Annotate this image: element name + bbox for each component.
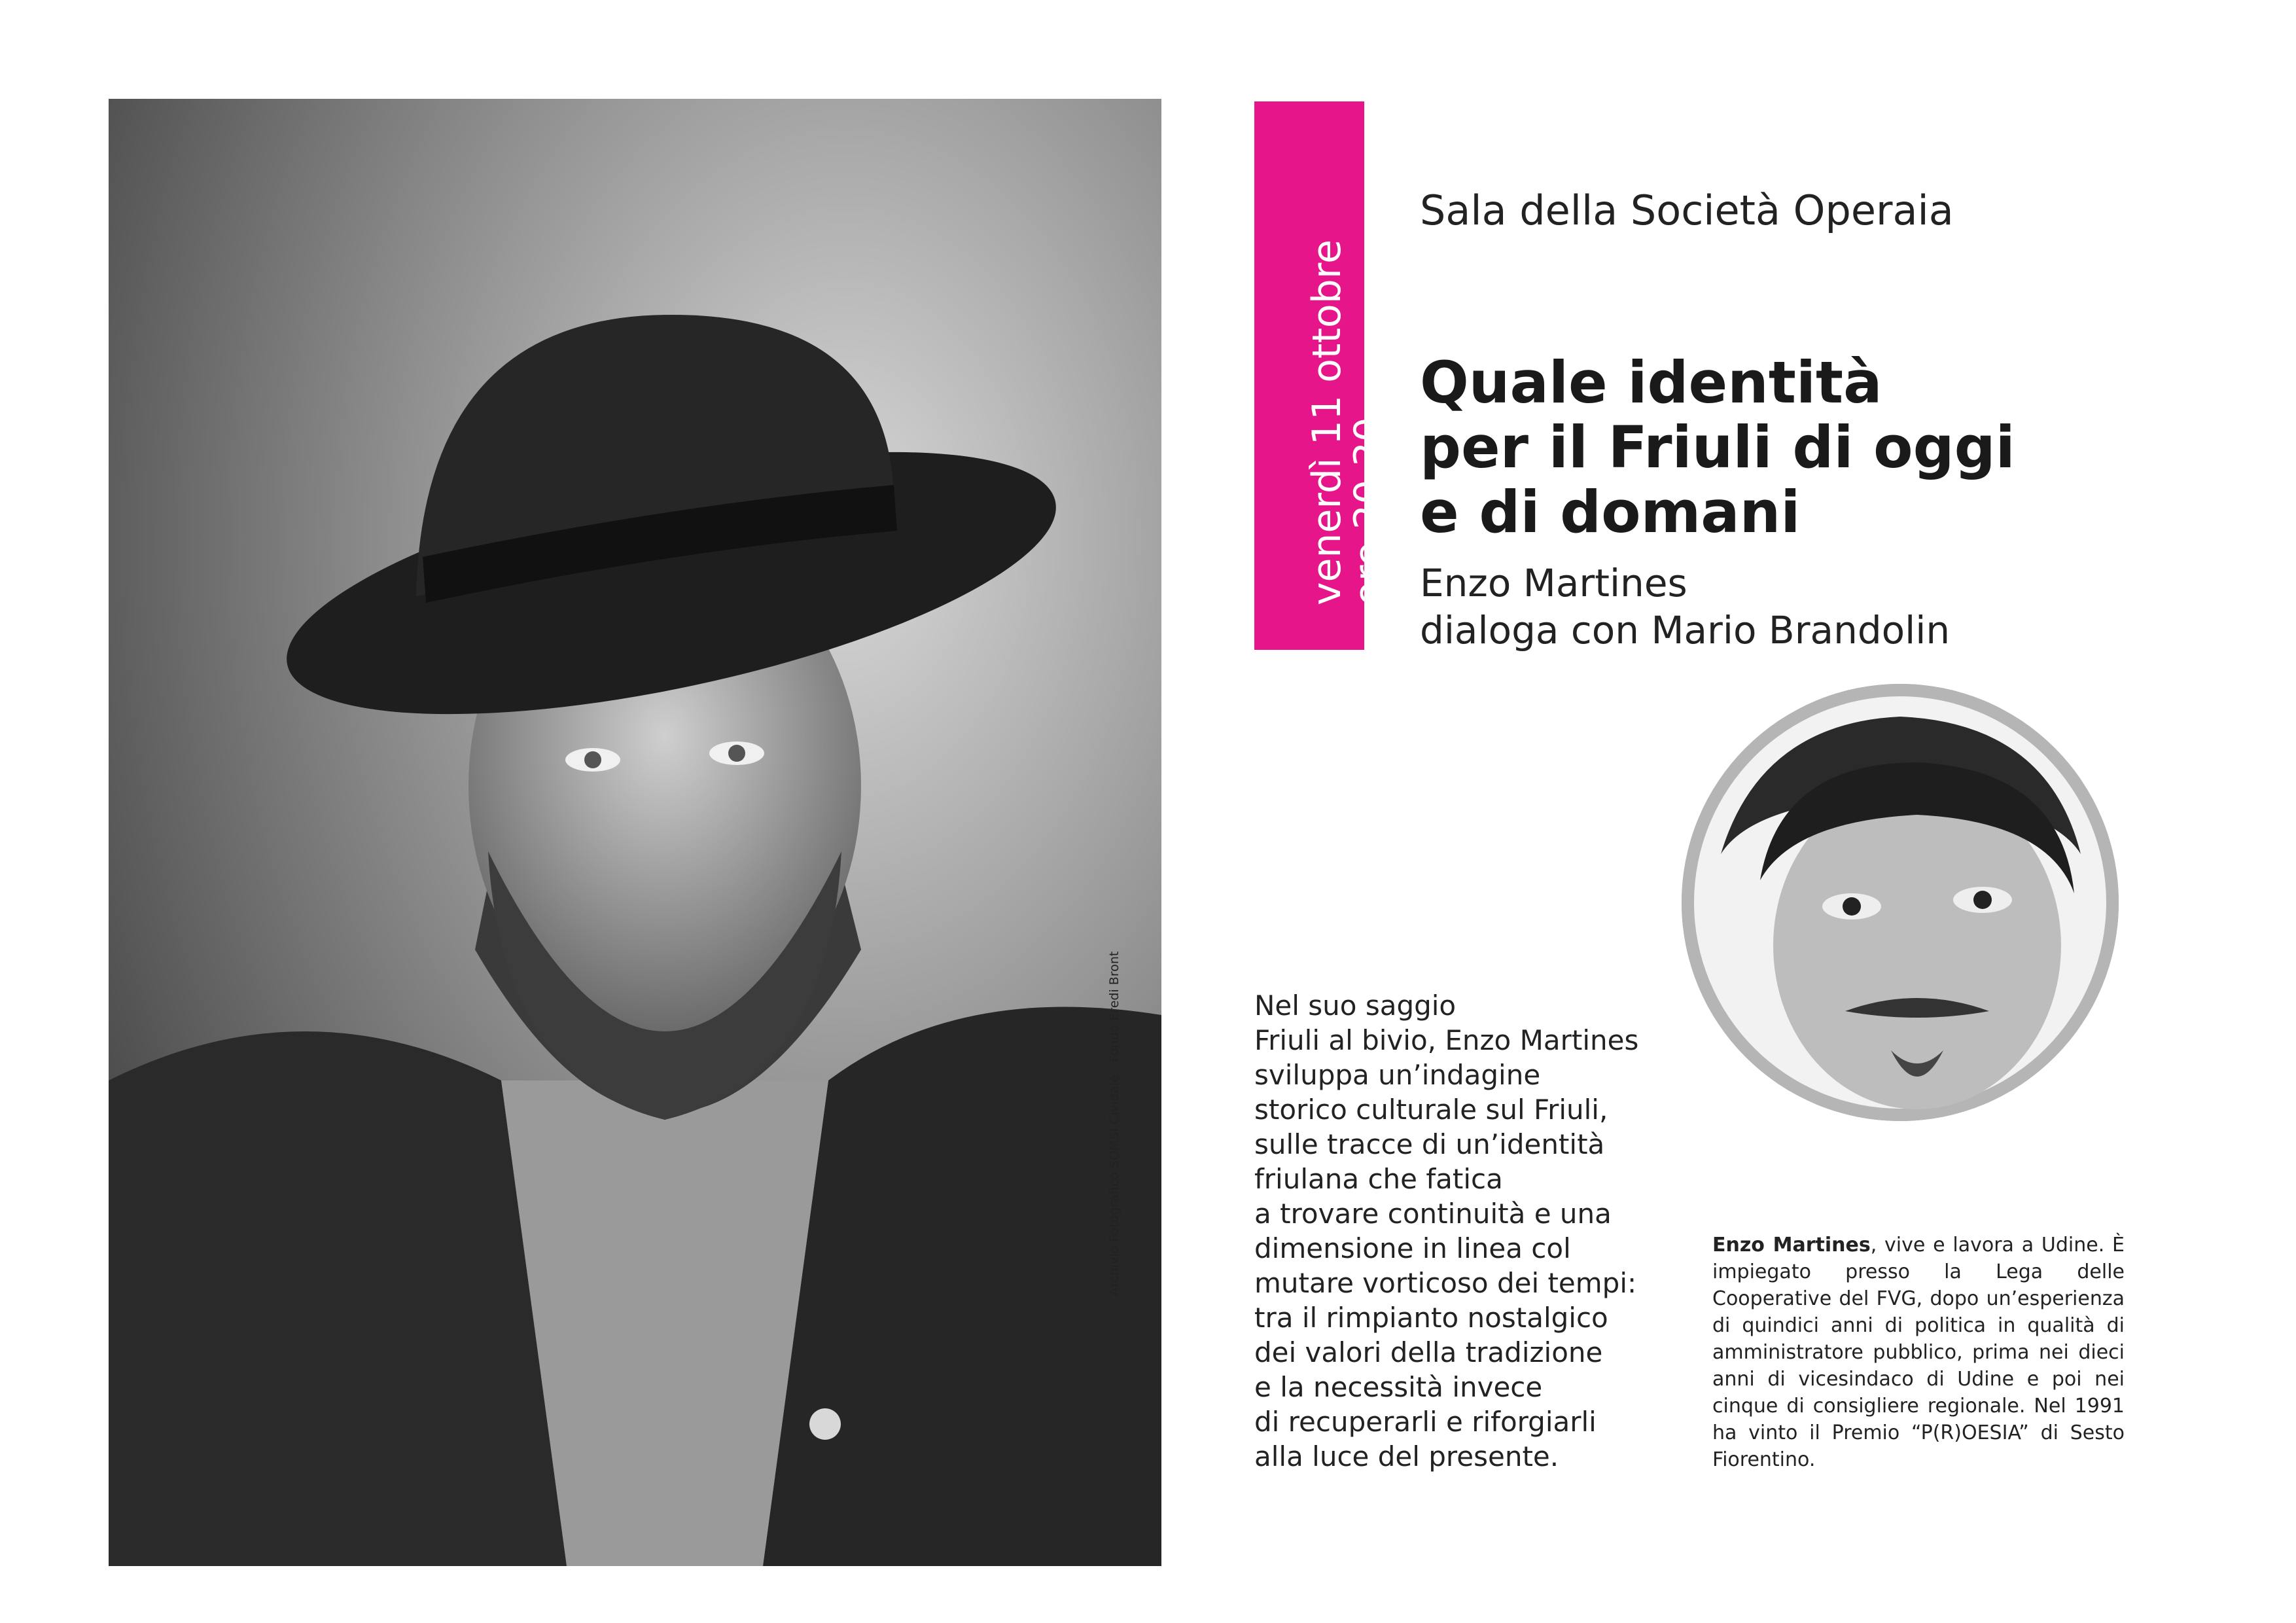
description-line: dei valori della tradizione: [1254, 1336, 1603, 1368]
title-line: Quale identità: [1420, 349, 1882, 416]
event-title: [1420, 350, 2140, 544]
description-line: tra il rimpianto nostalgico: [1254, 1302, 1608, 1334]
description-line: dimensione in linea col: [1254, 1232, 1571, 1264]
photo-credit: Archivio Fotografico SOMSI Cividale - Fondo Eredi Bront: [1107, 951, 1122, 1296]
description-line: sviluppa un’indagine: [1254, 1059, 1541, 1091]
description-line: a trovare continuità e una: [1254, 1198, 1612, 1230]
bio-text: , vive e lavora a Udine. È impiegato presso la Lega delle Cooperative del FVG, dopo un’esperienza di quindici anni di politica in qualità di amministratore pubblico, prima nei dieci anni di vicesindaco di Udine e poi nei cinque di consigliere regionale. Nel 1991 ha vinto il Premio “P(R)OESIA” di Sesto Fiorentino.: [1712, 1234, 2125, 1471]
author-bio: [1712, 1232, 2125, 1473]
bio-name: Enzo Martines: [1712, 1234, 1871, 1257]
description-line: di recuperarli e riforgiarli: [1254, 1406, 1597, 1438]
description-line: Nel suo saggio: [1254, 990, 1457, 1022]
subtitle-line: dialoga con Mario Brandolin: [1420, 608, 1951, 652]
event-date-day: venerdì 11 ottobre: [1304, 239, 1350, 605]
historical-portrait-photo: [109, 99, 1161, 1566]
description-line: alla luce del presente.: [1254, 1440, 1559, 1472]
venue-name: Sala della Società Operaia: [1420, 187, 1954, 234]
title-line: per il Friuli di oggi: [1420, 414, 2015, 481]
description-line: Friuli al bivio, Enzo Martines: [1254, 1024, 1639, 1056]
description-line: storico culturale sul Friuli,: [1254, 1094, 1608, 1126]
event-date-time: ore 20.30: [1346, 417, 1392, 605]
author-portrait: [1682, 684, 2119, 1121]
description-line: sulle tracce di un’identità: [1254, 1128, 1605, 1160]
description-line: friulana che fatica: [1254, 1163, 1503, 1195]
subtitle-line: Enzo Martines: [1420, 561, 1687, 605]
event-subtitle: [1420, 560, 1950, 654]
event-date: [1306, 240, 1390, 605]
event-description: [1254, 988, 1673, 1474]
description-line: mutare vorticoso dei tempi:: [1254, 1267, 1637, 1299]
title-line: e di domani: [1420, 478, 1801, 546]
description-line: e la necessità invece: [1254, 1371, 1543, 1403]
